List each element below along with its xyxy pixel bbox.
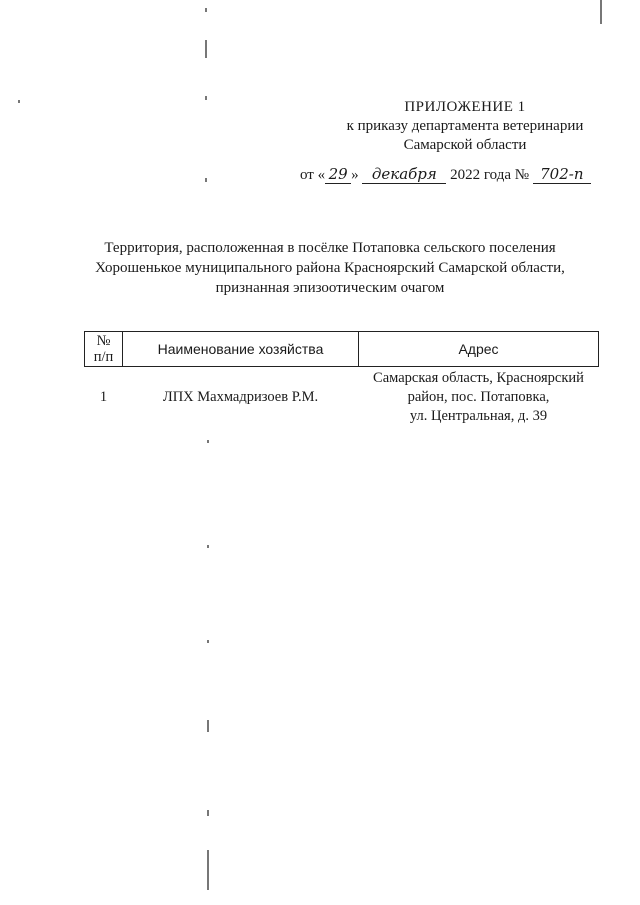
table-header-row xyxy=(85,332,599,367)
appendix-order-ref: к приказу департамента ветеринарии xyxy=(346,118,584,134)
order-mid: » xyxy=(351,167,359,183)
farms-table xyxy=(84,331,599,426)
scan-mark xyxy=(205,40,207,58)
row-address xyxy=(359,367,599,427)
row-farm-name: ЛПХ Махмадризоев Р.М. xyxy=(162,389,319,405)
heading-line-2: Хорошенькое муниципального района Красноярский Самарской области, xyxy=(95,260,565,276)
appendix-title: ПРИЛОЖЕНИЕ 1 xyxy=(404,99,526,115)
document-heading xyxy=(60,238,600,298)
order-year: 2022 года № xyxy=(450,167,530,183)
order-month: декабря xyxy=(362,165,446,184)
address-line-1: Самарская область, Красноярский xyxy=(373,370,584,386)
heading-line-1: Территория, расположенная в посёлке Потаповка сельского поселения xyxy=(104,240,556,256)
order-prefix: от « xyxy=(300,167,326,183)
row-number: 1 xyxy=(99,389,108,405)
address-line-2: район, пос. Потаповка, xyxy=(407,389,550,405)
scan-mark xyxy=(207,640,209,643)
header-number-pp: п/п xyxy=(93,349,114,365)
scan-mark xyxy=(207,720,209,732)
appendix-region: Самарской области xyxy=(403,137,527,153)
order-number: 702-п xyxy=(533,165,591,184)
scan-mark xyxy=(207,440,209,443)
table-row xyxy=(85,367,599,427)
order-day: 29 xyxy=(325,165,351,184)
scan-mark xyxy=(207,545,209,548)
scan-mark xyxy=(600,0,602,24)
heading-line-3: признанная эпизоотическим очагом xyxy=(215,280,445,296)
address-line-3: ул. Центральная, д. 39 xyxy=(409,408,548,424)
scan-mark xyxy=(205,8,207,12)
header-address: Адрес xyxy=(359,332,599,367)
header-number xyxy=(85,332,123,367)
order-date-line xyxy=(300,165,620,184)
scan-mark xyxy=(207,810,209,816)
scan-mark xyxy=(205,96,207,100)
appendix-block xyxy=(300,98,630,155)
scan-mark xyxy=(18,100,20,103)
scan-mark xyxy=(207,850,209,890)
header-number-sign: № xyxy=(96,333,111,349)
scan-mark xyxy=(205,178,207,182)
header-farm-name: Наименование хозяйства xyxy=(123,332,359,367)
